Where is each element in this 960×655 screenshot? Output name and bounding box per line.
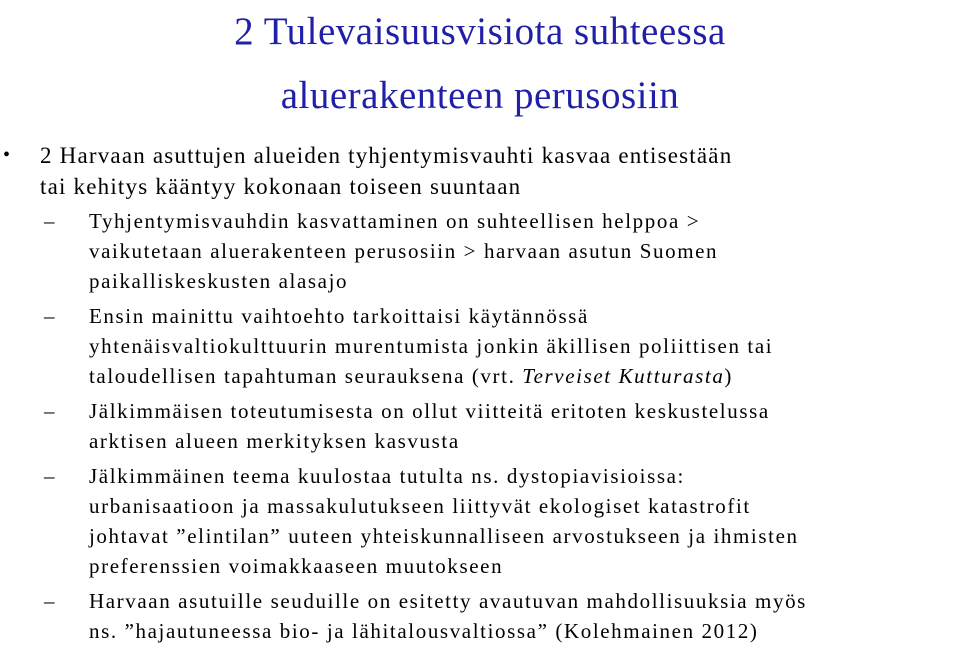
sub-bullet-text bbox=[89, 301, 960, 391]
main-bullet-line-2: tai kehitys kääntyy kokonaan toiseen suuntaan bbox=[40, 174, 522, 199]
sub-bullet-line: vaikutetaan aluerakenteen perusosiin > harvaan asutun Suomen bbox=[89, 239, 719, 263]
sub-bullet-1 bbox=[0, 206, 960, 296]
sub-bullet-text-italic: Terveiset Kutturasta bbox=[522, 364, 725, 388]
sub-bullet-dash: – bbox=[44, 464, 57, 488]
sub-bullet-line: urbanisaatioon ja massakulutukseen liittyvät ekologiset katastrofit bbox=[89, 494, 751, 518]
sub-bullet-text-plain: taloudellisen tapahtuman seurauksena (vrt. bbox=[89, 364, 523, 388]
sub-bullet-line: yhtenäisvaltiokulttuurin murentumista jonkin äkillisen poliittisen tai bbox=[89, 334, 774, 358]
sub-bullet-5 bbox=[0, 586, 960, 646]
sub-bullet-dash: – bbox=[44, 209, 57, 233]
slide-content bbox=[0, 140, 960, 651]
sub-bullet-line: preferenssien voimakkaaseen muutokseen bbox=[89, 554, 504, 578]
sub-bullet-dash: – bbox=[44, 304, 57, 328]
slide-title-line-1: 2 Tulevaisuusvisiota suhteessa bbox=[234, 10, 726, 53]
slide-title-line-2: aluerakenteen perusosiin bbox=[280, 74, 680, 117]
sub-bullet-line: arktisen alueen merkityksen kasvusta bbox=[89, 429, 460, 453]
sub-bullet-text bbox=[89, 206, 960, 296]
sub-bullet-text-plain: ) bbox=[724, 364, 734, 388]
sub-bullet-text bbox=[89, 586, 960, 646]
sub-bullet-line: paikalliskeskusten alasajo bbox=[89, 269, 349, 293]
sub-bullet-line: Jälkimmäisen toteutumisesta on ollut viitteitä eritoten keskustelussa bbox=[89, 399, 770, 423]
sub-bullet-dash: – bbox=[44, 399, 57, 423]
sub-bullet-2 bbox=[0, 301, 960, 391]
sub-bullet-4 bbox=[0, 461, 960, 581]
main-bullet bbox=[0, 140, 960, 202]
sub-bullet-line: Harvaan asutuille seuduille on esitetty avautuvan mahdollisuuksia myös bbox=[89, 589, 807, 613]
bullet-marker: • bbox=[3, 144, 12, 166]
sub-bullet-line: Ensin mainittu vaihtoehto tarkoittaisi käytännössä bbox=[89, 304, 589, 328]
sub-bullet-line: Tyhjentymisvauhdin kasvattaminen on suhteellisen helppoa > bbox=[89, 209, 701, 233]
sub-bullet-dash: – bbox=[44, 589, 57, 613]
sub-bullet-line: ns. ”hajautuneessa bio- ja lähitalousvaltiossa” (Kolehmainen 2012) bbox=[89, 619, 759, 643]
sub-bullet-text bbox=[89, 396, 960, 456]
sub-bullet-line: johtavat ”elintilan” uuteen yhteiskunnalliseen arvostukseen ja ihmisten bbox=[89, 524, 799, 548]
sub-bullet-text bbox=[89, 461, 960, 581]
main-bullet-line-1: 2 Harvaan asuttujen alueiden tyhjentymisvauhti kasvaa entisestään bbox=[40, 143, 733, 168]
sub-bullet-3 bbox=[0, 396, 960, 456]
sub-bullet-line bbox=[89, 361, 960, 391]
slide-title bbox=[0, 0, 960, 128]
sub-bullet-line: Jälkimmäinen teema kuulostaa tutulta ns. dystopiavisioissa: bbox=[89, 464, 685, 488]
sub-bullet-list bbox=[0, 206, 960, 646]
